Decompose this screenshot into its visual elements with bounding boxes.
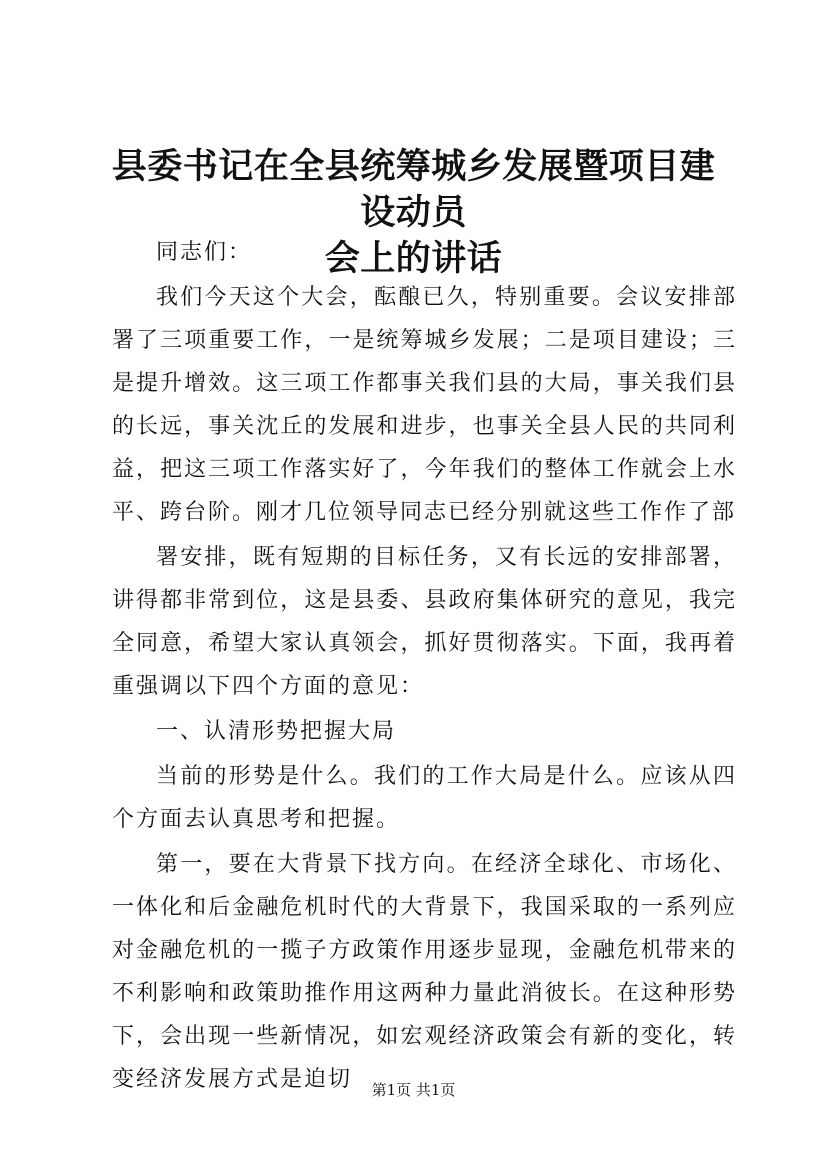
page-footer: 第1页 共1页 xyxy=(371,1081,456,1099)
paragraph-situation: 当前的形势是什么。我们的工作大局是什么。应该从四个方面去认真思考和把握。 xyxy=(112,764,737,832)
title-line-2: 会上的讲话 xyxy=(324,238,503,279)
paragraph-first-point: 第一，要在大背景下找方向。在经济全球化、市场化、一体化和后金融危机时代的大背景下，我国采取的一系列应对金融危机的一揽子方政策作用逐步显现，金融危机带来的不利影响和政策助推作用这两种力量此消彼长。在这种形势下，会出现一些新情况，如宏观经济政策会有新的变化，转变经济发展方式是迫切 xyxy=(112,852,737,1092)
title-line-1: 县委书记在全县统筹城乡发展暨项目建设动员 xyxy=(111,146,716,233)
paragraph-greeting: 同志们： xyxy=(156,240,253,265)
section-heading: 一、认清形势把握大局 xyxy=(156,719,397,744)
paragraph-introduction: 我们今天这个大会，酝酿已久，特别重要。会议安排部署了三项重要工作，一是统筹城乡发展；二是项目建设；三是提升增效。这三项工作都事关我们县的大局，事关我们县的长远，事关沈丘的发展和进步，也事关全县人民的共同利益，把这三项工作落实好了，今年我们的整体工作就会上水平、跨台阶。刚才几位领导同志已经分别就这些工作作了部 xyxy=(112,285,737,525)
document-body xyxy=(112,231,737,1103)
paragraph-arrangement: 署安排，既有短期的目标任务，又有长远的安排部署，讲得都非常到位，这是县委、县政府集体研究的意见，我完全同意，希望大家认真领会，抓好贯彻落实。下面，我再着重强调以下四个方面的意见： xyxy=(112,545,737,699)
